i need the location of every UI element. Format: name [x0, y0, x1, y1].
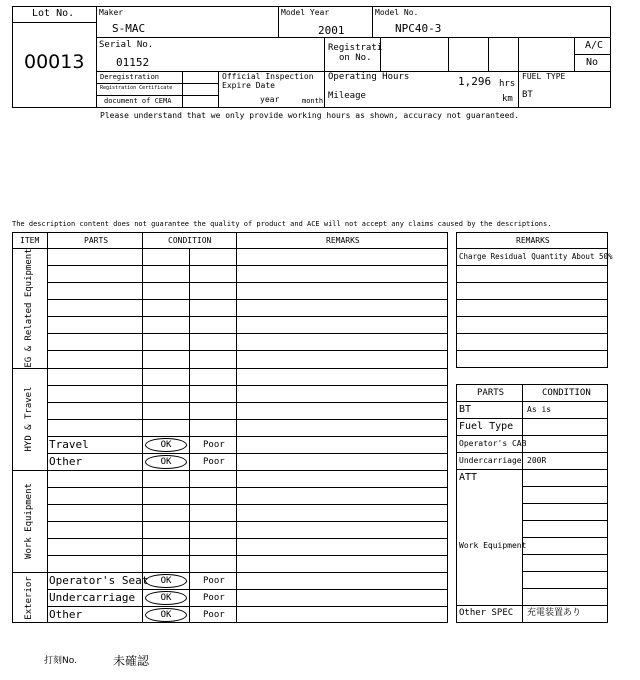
row-line — [47, 385, 448, 386]
section-hyd: HYD & Travel — [24, 386, 34, 452]
parts-box-divider — [456, 452, 608, 453]
section-exterior: Exterior — [24, 576, 34, 620]
mileage-label: Mileage — [328, 91, 366, 101]
parts-hyd-other: Other — [49, 455, 83, 468]
header-divider — [574, 54, 611, 55]
operating-hours-value: 1,296 — [458, 75, 492, 88]
description-notice: The description content does not guarantee the quality of product and ACE will not accept any claims caused by the descriptions. — [12, 220, 552, 228]
parts-work-equipment: Work Equipment — [459, 541, 527, 550]
model-year-value: 2001 — [318, 24, 345, 37]
hrs-unit: hrs — [499, 79, 516, 89]
cond-undercarriage: 200R — [527, 456, 547, 465]
row-line — [47, 453, 448, 454]
header-divider — [488, 37, 489, 71]
parts-att: ATT — [459, 472, 478, 483]
parts-operators-seat: Operator's Seat — [49, 574, 149, 587]
row-line — [47, 265, 448, 266]
parts-box-divider — [456, 435, 608, 436]
row-line — [47, 436, 448, 437]
section-divider — [12, 470, 448, 471]
lot-label: Lot No. — [32, 8, 75, 19]
row-line — [47, 538, 448, 539]
parts-box-divider — [456, 418, 608, 419]
poor-label: Poor — [203, 610, 225, 620]
deregistration-label: Deregistration — [100, 73, 160, 81]
year-label: year — [260, 95, 280, 104]
ac-label: A/C — [585, 40, 604, 51]
parts-undercarriage: Undercarriage — [459, 456, 522, 465]
stamp-label: 打刻No. — [44, 656, 77, 666]
registration-certificate-label: Registration Certificate — [100, 85, 173, 91]
model-no-value: NPC40-3 — [395, 22, 442, 35]
poor-label: Poor — [203, 457, 225, 467]
remarks-divider — [456, 248, 608, 249]
row-line — [47, 555, 448, 556]
inspection-table — [12, 232, 448, 623]
cond-bt: As is — [527, 405, 552, 414]
serial-label: Serial No. — [99, 40, 154, 50]
parts-box-divider — [522, 503, 608, 504]
parts-operators-cab: Operator's CAB — [459, 439, 527, 448]
row-line — [47, 333, 448, 334]
operating-hours-label: Operating Hours — [328, 72, 410, 82]
parts-box-divider — [456, 605, 608, 606]
header-divider — [96, 37, 611, 38]
ok-oval — [145, 438, 187, 452]
maker-value: S-MAC — [112, 22, 146, 35]
table-divider — [47, 232, 48, 623]
header-divider — [278, 6, 279, 37]
poor-label: Poor — [203, 440, 225, 450]
header-divider — [96, 95, 218, 96]
header-divider — [518, 37, 519, 108]
lot-number: 00013 — [24, 51, 85, 73]
ok-label: OK — [160, 457, 172, 467]
row-line — [47, 350, 448, 351]
parts-bt: BT — [459, 404, 472, 415]
parts-travel: Travel — [49, 438, 89, 451]
parts-box-divider — [456, 401, 608, 402]
ok-label: OK — [160, 576, 172, 586]
cema-label: document of CEMA — [104, 97, 172, 105]
ok-oval — [145, 591, 187, 605]
parts-undercarriage: Undercarriage — [49, 591, 136, 604]
ok-label: OK — [160, 440, 172, 450]
ac-value: No — [586, 57, 599, 68]
col-condition: CONDITION — [168, 236, 212, 245]
section-work: Work Equipment — [24, 483, 34, 559]
parts-box-divider — [522, 486, 608, 487]
parts-box-divider — [522, 537, 608, 538]
parts-box-divider — [522, 571, 608, 572]
header-divider — [12, 22, 96, 23]
remarks-divider — [456, 299, 608, 300]
parts-box-divider — [522, 554, 608, 555]
row-line — [47, 419, 448, 420]
row-line — [47, 589, 448, 590]
remarks-divider — [456, 316, 608, 317]
col-remarks: REMARKS — [326, 236, 360, 245]
header-divider — [324, 37, 325, 108]
row-line — [47, 521, 448, 522]
remarks-title: REMARKS — [516, 236, 550, 245]
cond-other-spec: 充電装置あり — [527, 608, 582, 618]
parts-box-col-parts: PARTS — [477, 388, 505, 398]
remarks-divider — [456, 350, 608, 351]
ok-label: OK — [160, 610, 172, 620]
ok-oval — [145, 455, 187, 469]
row-line — [47, 504, 448, 505]
maker-label: Maker — [99, 8, 124, 17]
row-line — [47, 402, 448, 403]
header-divider — [96, 83, 218, 84]
fuel-type-value: BT — [522, 90, 533, 100]
fuel-type-label: FUEL TYPE — [522, 72, 566, 81]
remarks-line-1: Charge Residual Quantity About 50% — [459, 252, 613, 261]
registration-label: Registrati — [328, 43, 383, 53]
model-no-label: Model No. — [375, 8, 419, 17]
header-divider — [448, 37, 449, 71]
month-label: month — [302, 97, 324, 105]
header-divider — [372, 6, 373, 37]
model-year-label: Model Year — [281, 8, 330, 17]
row-line — [47, 487, 448, 488]
ok-label: OK — [160, 593, 172, 603]
header-divider — [218, 71, 219, 108]
section-eg: EG & Related Equipment — [24, 248, 34, 368]
parts-box-col-condition: CONDITION — [542, 388, 591, 398]
section-divider — [12, 368, 448, 369]
inspection-label: Official Inspection — [222, 72, 314, 81]
col-parts: PARTS — [84, 236, 109, 245]
row-line — [47, 299, 448, 300]
poor-label: Poor — [203, 593, 225, 603]
parts-box-divider — [522, 520, 608, 521]
ok-oval — [145, 574, 187, 588]
remarks-divider — [456, 282, 608, 283]
serial-value: 01152 — [116, 56, 150, 69]
row-line — [47, 606, 448, 607]
parts-other-spec: Other SPEC — [459, 608, 514, 618]
stamp-value: 未確認 — [113, 654, 150, 668]
ok-oval — [145, 608, 187, 622]
parts-ext-other: Other — [49, 608, 83, 621]
km-unit: km — [502, 94, 513, 104]
table-divider — [12, 248, 448, 249]
hours-notice: Please understand that we only provide working hours as shown, accuracy not guaranteed. — [100, 111, 520, 120]
table-divider — [236, 232, 237, 623]
parts-box-divider — [522, 588, 608, 589]
parts-box-divider — [456, 469, 608, 470]
remarks-divider — [456, 265, 608, 266]
inspection-label-2: Expire Date — [222, 81, 275, 90]
remarks-divider — [456, 333, 608, 334]
section-divider — [12, 572, 448, 573]
row-line — [47, 316, 448, 317]
poor-label: Poor — [203, 576, 225, 586]
registration-label-2: on No. — [339, 53, 372, 63]
parts-fuel-type: Fuel Type — [459, 421, 514, 432]
header-divider — [182, 71, 183, 108]
col-item: ITEM — [20, 236, 40, 245]
row-line — [47, 282, 448, 283]
table-divider — [142, 232, 143, 623]
header-divider — [96, 6, 97, 108]
